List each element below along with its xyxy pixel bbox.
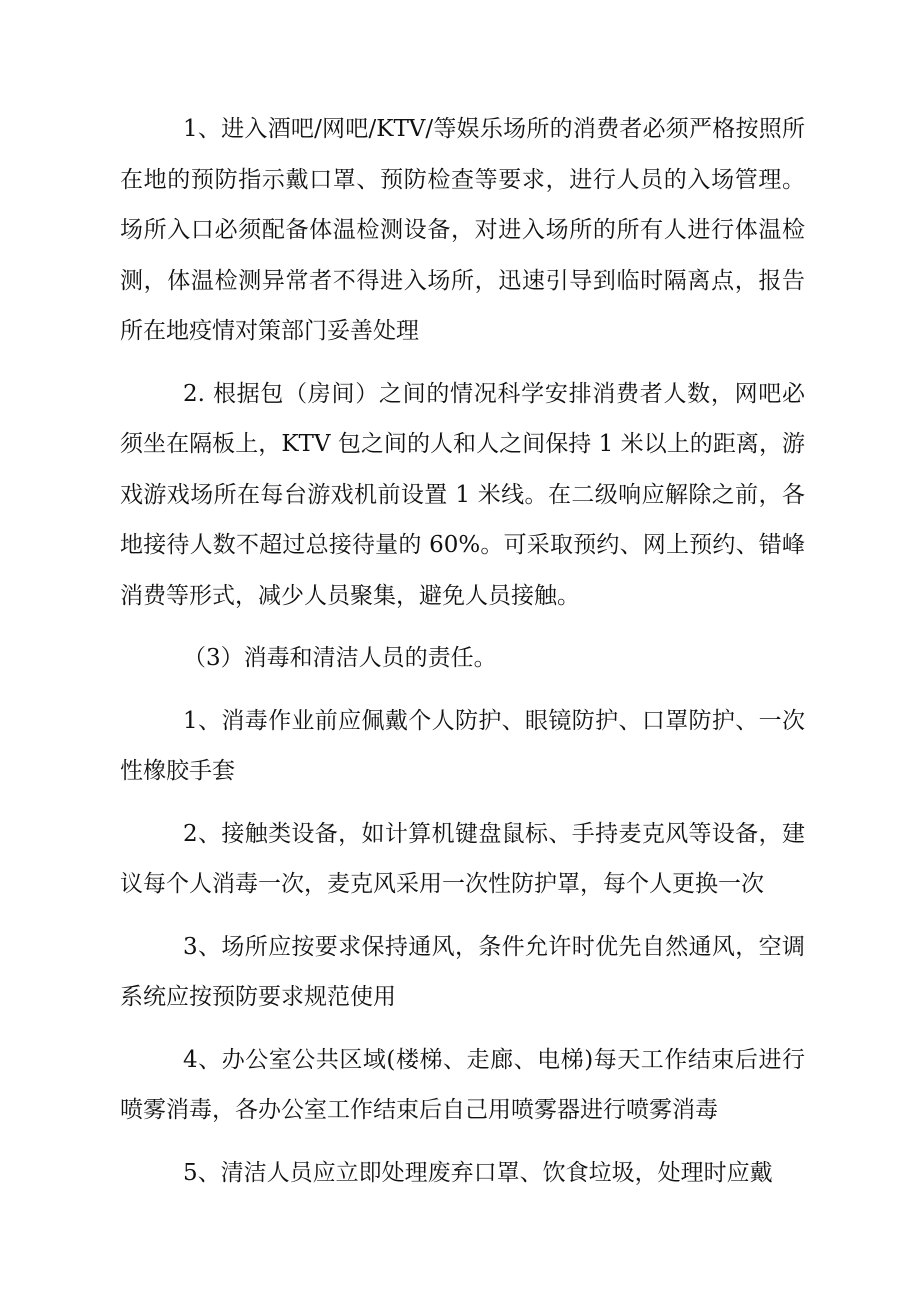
paragraph-device-disinfection: 2、接触类设备，如计算机键盘鼠标、手持麦克风等设备，建议每个人消毒一次，麦克风采用一次性防护罩，每个人更换一次 xyxy=(120,820,805,897)
document-body xyxy=(120,104,805,1210)
section-heading-disinfection: （3）消毒和清洁人员的责任。 xyxy=(183,645,497,671)
paragraph-entry-control: 1、进入酒吧/网吧/KTV/等娱乐场所的消费者必须严格按照所在地的预防指示戴口罩、预防检查等要求，进行人员的入场管理。场所入口必须配备体温检测设备，对进入场所的所有人进行体温检测，体温检测异常者不得进入场所，迅速引导到临时隔离点，报告所在地疫情对策部门妥善处理 xyxy=(120,116,805,344)
paragraph-protective-gear: 1、消毒作业前应佩戴个人防护、眼镜防护、口罩防护、一次性橡胶手套 xyxy=(120,707,805,784)
paragraph-capacity-limits: 2. 根据包（房间）之间的情况科学安排消费者人数，网吧必须坐在隔板上，KTV 包之间的人和人之间保持 1 米以上的距离，游戏游戏场所在每台游戏机前设置 1 米线。在二级响应解除之前，各地接待人数不超过总接待量的 60%。可采取预约、网上预约、错峰消费等形式，减少人员聚集，避免人员接触。 xyxy=(120,380,805,609)
paragraph-ventilation: 3、场所应按要求保持通风，条件允许时优先自然通风，空调系统应按预防要求规范使用 xyxy=(120,933,805,1010)
paragraph-office-spraying: 4、办公室公共区域(楼梯、走廊、电梯)每天工作结束后进行喷雾消毒，各办公室工作结束后自己用喷雾器进行喷雾消毒 xyxy=(120,1046,805,1123)
paragraph-waste-handling: 5、清洁人员应立即处理废弃口罩、饮食垃圾，处理时应戴 xyxy=(183,1159,773,1186)
